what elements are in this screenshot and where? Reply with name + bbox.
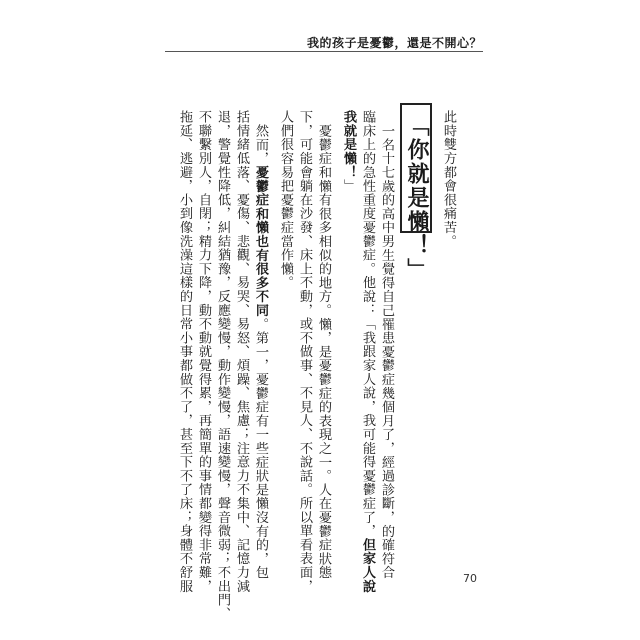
text-column [177,110,191,593]
text-column [379,124,393,579]
text-run: 憂鬱症和懶有很多相似的地方。懶，是憂鬱症的表現之一。人在憂鬱症狀態 [316,124,331,580]
text-run: 」 [341,179,356,193]
text-column [297,110,311,593]
text-run: 不聯繫別人，自閉；精力下降，動不動就覺得累，再簡單的事情都變得非常難， [196,110,211,593]
text-column [278,110,292,289]
text-run: 人們很容易把憂鬱症當作懶。 [278,110,293,290]
text-run-bold: 憂鬱症和懶也有很多不同 [253,165,268,318]
text-run: 拖延、逃避，小到像洗澡這樣的日常小事都做不了，甚至下不了床；身體不舒服 [177,110,192,593]
text-column [215,110,229,621]
text-run: 然而， [253,124,268,166]
text-run: 臨床上的急性重度憂鬱症。他說：「我跟家人說，我可能得憂鬱症了， [360,110,375,538]
text-run: 退，警覺性降低，糾結猶豫，反應變慢，動作變慢，語速變慢，聲音微弱；不出門、 [215,110,230,621]
text-column [360,110,374,593]
page-number: 70 [463,572,477,585]
text-column [316,124,330,579]
running-header: 我的孩子是憂鬱，還是不開心？ [306,36,482,50]
text-column [341,110,355,193]
text-run-bold: 我就是懶！ [341,110,356,179]
text-run: 下，可能會躺在沙發、床上不動，或不做事、不見人、不說話。所以單看表面， [297,110,312,593]
text-column [234,110,248,593]
text-run: 一名十七歲的高中男生覺得自己罹患憂鬱症幾個月了，經過診斷，的確符合 [379,124,394,580]
text-column [196,110,210,593]
text-run: 此時雙方都會很痛苦。 [441,110,456,248]
header-rule [165,51,483,52]
text-run-bold: 但家人說 [360,537,375,594]
text-column [253,124,267,579]
section-heading: 「你就是懶！」 [404,114,429,282]
text-run: 。第一，憂鬱症有一些症狀是懶沒有的，包 [253,317,268,580]
text-column [441,110,455,248]
text-run: 括情緒低落、憂傷、悲觀、易哭、易怒、煩躁、焦慮；注意力不集中、記憶力減 [234,110,249,593]
